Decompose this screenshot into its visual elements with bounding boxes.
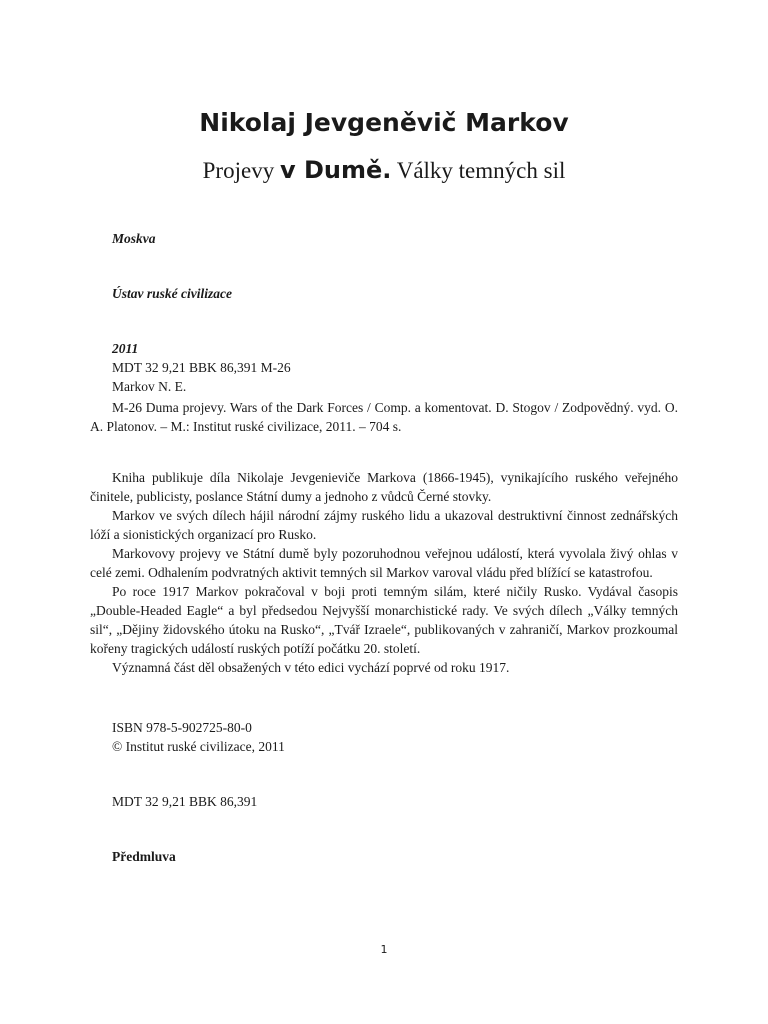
section-heading: Předmluva [112, 849, 176, 864]
copyright-line: © Institut ruské civilizace, 2011 [112, 739, 285, 754]
classification-line: MDT 32 9,21 BBK 86,391 [112, 794, 258, 809]
title-part-2: v Dumě. [279, 156, 392, 184]
isbn-line: ISBN 978-5-902725-80-0 [112, 720, 252, 735]
catalog-codes: MDT 32 9,21 BBK 86,391 M-26 [112, 360, 291, 375]
publication-year: 2011 [112, 341, 139, 356]
publication-city: Moskva [112, 231, 156, 246]
catalog-description: M-26 Duma projevy. Wars of the Dark Forces / Comp. a komentovat. D. Stogov / Zodpovědný. vyd. O. A. Platonov. – M.: Institut ruské civilizace, 2011. – 704 s. [90, 400, 678, 434]
publisher-name: Ústav ruské civilizace [112, 286, 232, 301]
book-title [0, 156, 768, 184]
annotation-paragraph: Markov ve svých dílech hájil národní zájmy ruského lidu a ukazoval destruktivní činnost zednářských lóží a sionistických organizací pro Rusko. [90, 508, 678, 542]
annotation-paragraph: Významná část děl obsažených v této edici vychází poprvé od roku 1917. [112, 660, 510, 675]
author-name: Nikolaj Jevgeněvič Markov [199, 108, 569, 137]
title-part-3: Války temných sil [391, 158, 566, 183]
annotation-paragraph: Kniha publikuje díla Nikolaje Jevgenieviče Markova (1866-1945), vynikajícího ruského veřejného činitele, publicisty, poslance Státní dumy a jednoho z vůdců Černé stovky. [90, 470, 678, 504]
page-number: 1 [380, 943, 388, 956]
catalog-author: Markov N. E. [112, 379, 187, 394]
book-annotation [90, 468, 678, 677]
title-part-1: Projevy [202, 158, 280, 183]
annotation-paragraph: Po roce 1917 Markov pokračoval v boji proti temným silám, které ničily Rusko. Vydával časopis „Double-Headed Eagle“ a byl předsedou Nejvyšší monarchistické rady. Ve svých dílech „Války temných sil“, „Dějiny židovského útoku na Rusko“, „Tvář Izraele“, publikovaných v zahraničí, Markov prozkoumal kořeny tragických událostí ruských potíží počátku 20. století. [90, 584, 678, 656]
catalog-description-block [90, 398, 678, 436]
annotation-paragraph: Markovovy projevy ve Státní dumě byly pozoruhodnou veřejnou událostí, která vyvolala živý ohlas v celé zemi. Odhalením podvratných aktivit temných sil Markov varoval vládu před blížící se katastrofou. [90, 546, 678, 580]
